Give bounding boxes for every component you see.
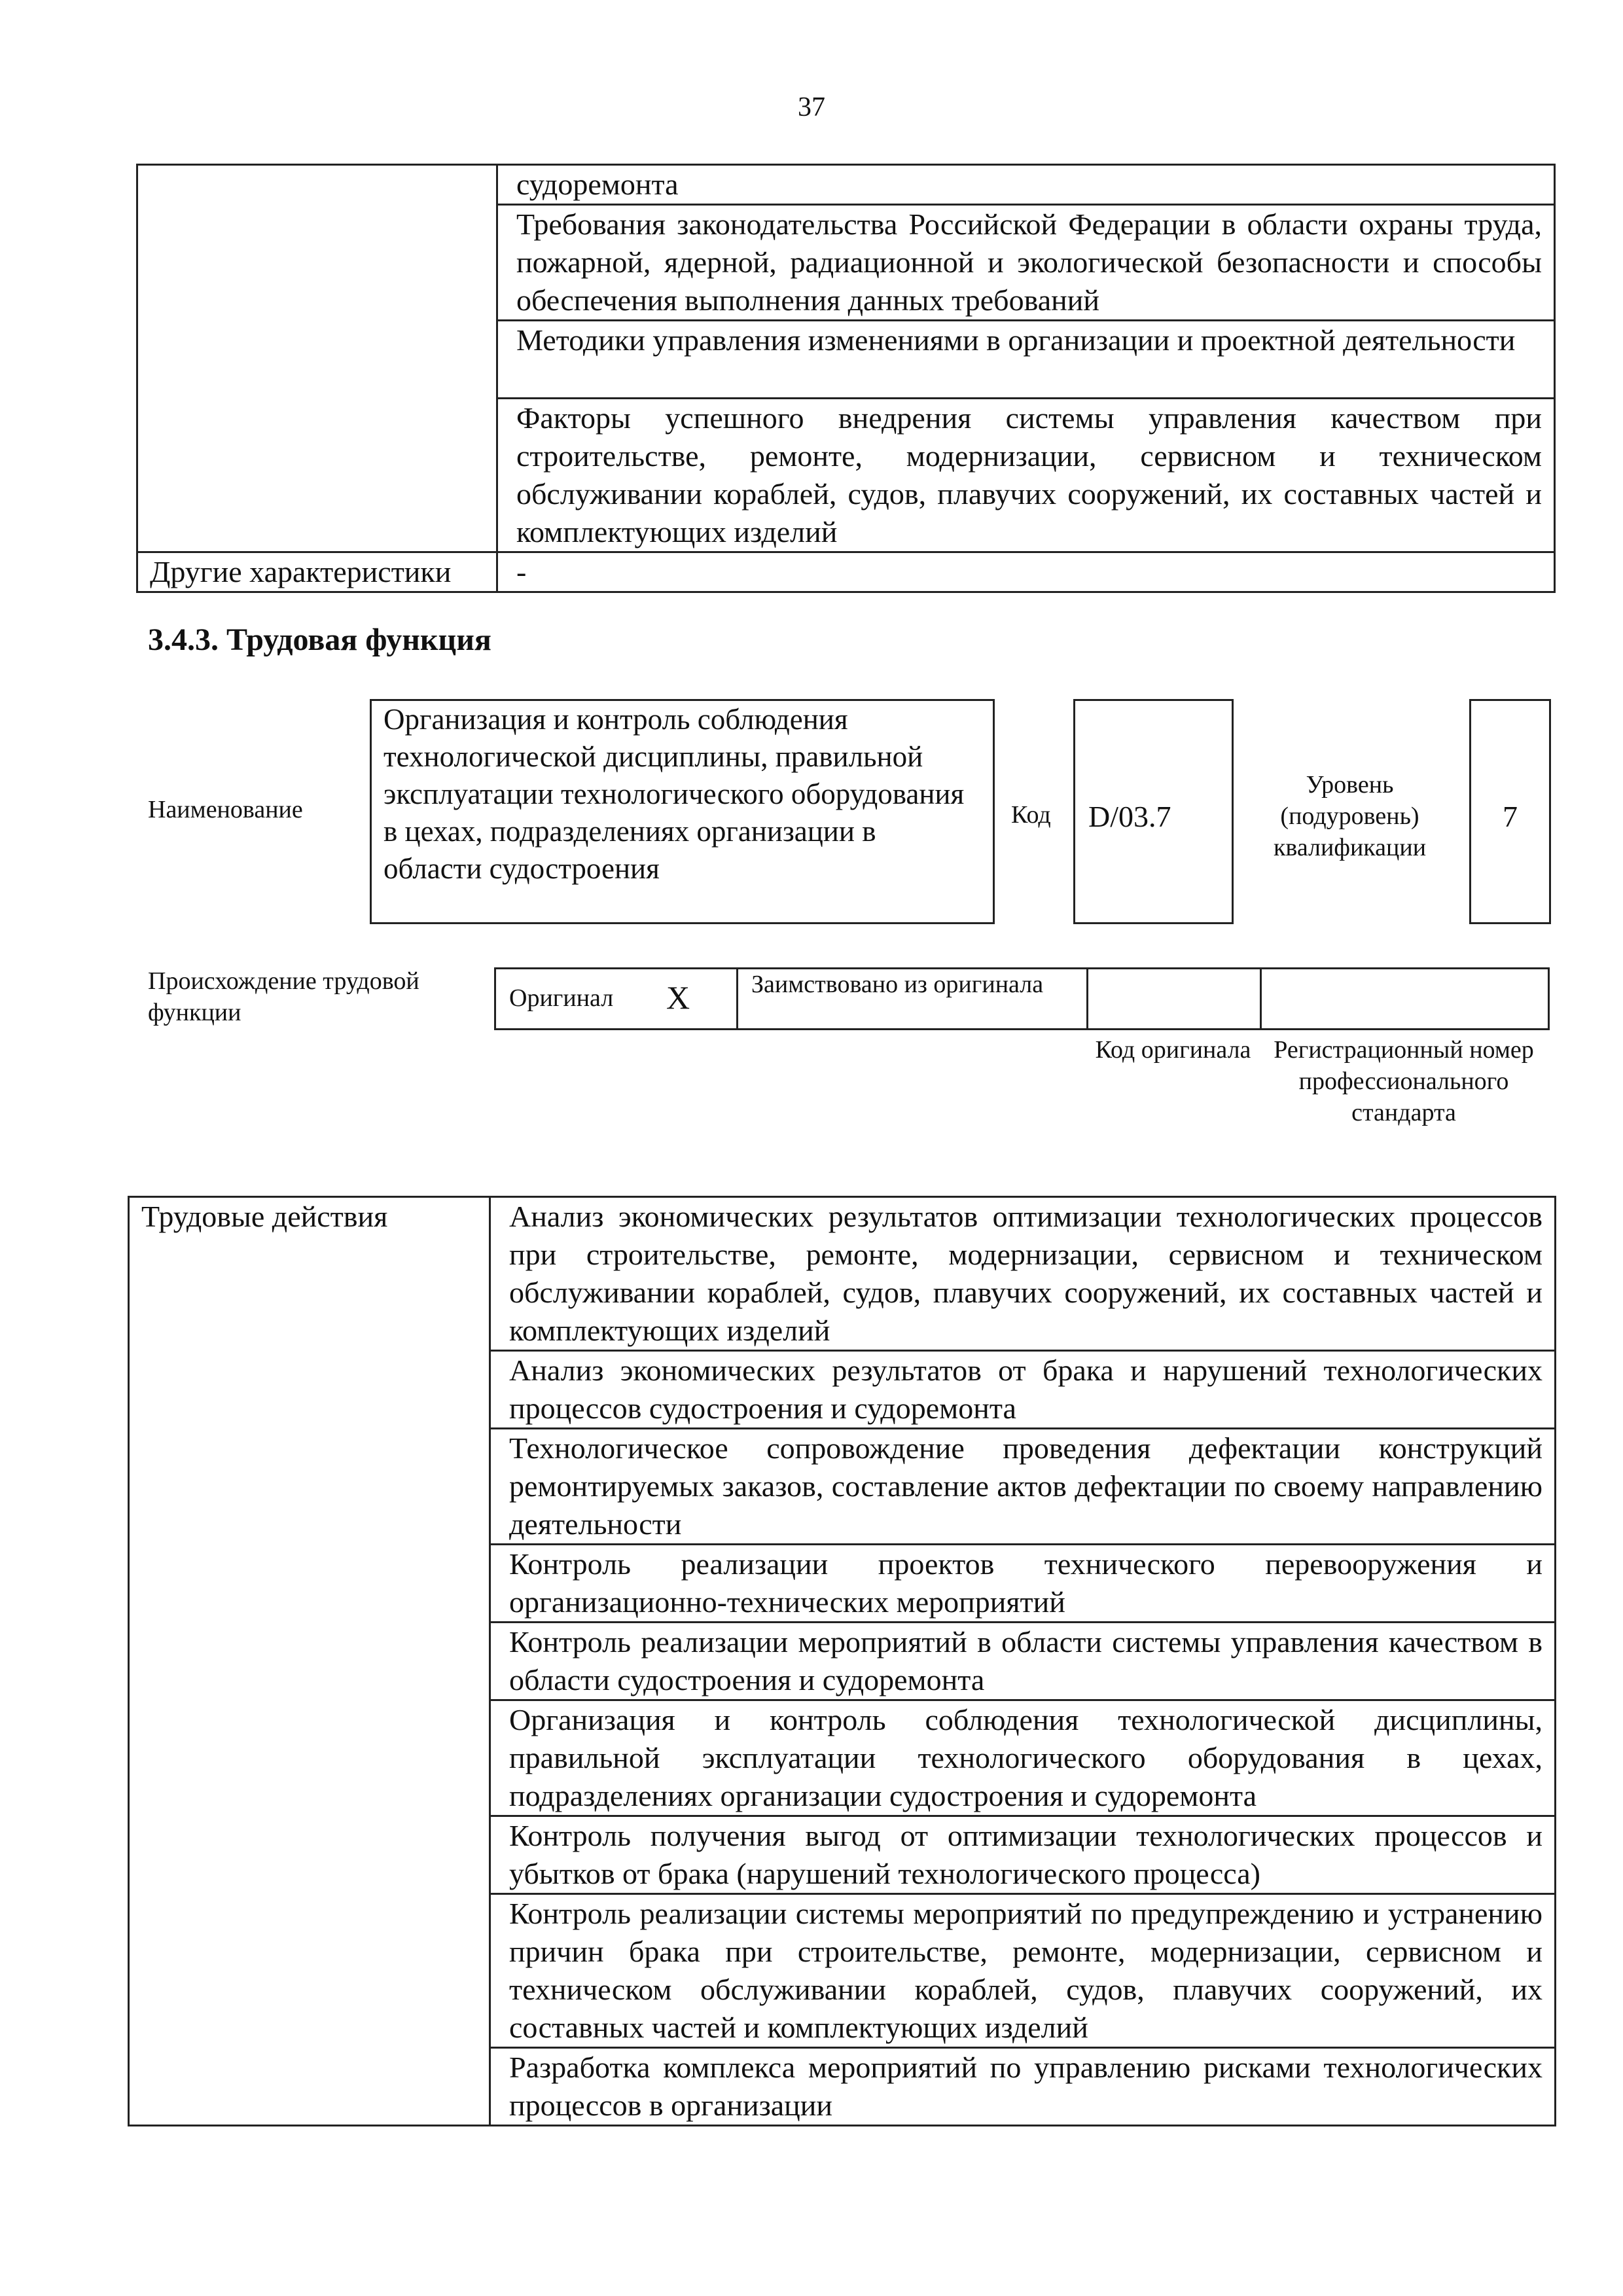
other-characteristics-value: - [497,552,1555,592]
table-cell: Контроль получения выгод от оптимизации технологических процессов и убытков от брака (нарушений технологического процесса) [490,1816,1556,1894]
level-box: 7 [1469,699,1551,924]
table-cell: Организация и контроль соблюдения технологической дисциплины, правильной эксплуатации технологического оборудования в цехах, подразделениях организации судостроения и судоремонта [490,1700,1556,1816]
table-cell: Контроль реализации мероприятий в области системы управления качеством в области судостроения и судоремонта [490,1623,1556,1700]
table-cell: Технологическое сопровождение проведения дефектации конструкций ремонтируемых заказов, составление актов дефектации по своему направлению деятельности [490,1429,1556,1545]
original-label: Оригинал [509,984,614,1012]
origin-label: Происхождение трудовой функции [148,967,419,1026]
table-cell: Разработка комплекса мероприятий по управлению рисками технологических процессов в организации [490,2048,1556,2126]
code-box: D/03.7 [1073,699,1234,924]
table-row [137,165,1555,205]
original-cell [495,969,738,1030]
original-code-cell [1088,969,1261,1030]
code-label: Код [1011,801,1051,829]
table-cell: Факторы успешного внедрения системы управления качеством при строительстве, ремонте, модернизации, сервисном и техническом обслуживании кораблей, судов, плавучих сооружений, их составных частей и комплектующих изделий [497,399,1555,552]
origin-table [494,967,1550,1030]
table-row [129,1197,1556,1351]
continuation-table [136,164,1556,593]
code-caption: Код оригинала [1095,1036,1251,1064]
table-cell: Методики управления изменениями в организации и проектной деятельности [497,321,1555,399]
registration-caption: Регистрационный номер профессионального стандарта [1274,1036,1534,1126]
table-cell: Контроль реализации системы мероприятий по предупреждению и устранению причин брака при строительстве, ремонте, модернизации, сервисном и техническом обслуживании кораблей, судов, плавучих сооружений, их составных частей и комплектующих изделий [490,1894,1556,2048]
table-cell: судоремонта [497,165,1555,205]
table-cell: Требования законодательства Российской Федерации в области охраны труда, пожарной, ядерной, радиационной и экологической безопасности и способы обеспечения выполнения данных требований [497,205,1555,321]
labor-actions-label: Трудовые действия [129,1197,490,2126]
function-name-box: Организация и контроль соблюдения технологической дисциплины, правильной эксплуатации технологического оборудования в цехах, подразделениях организации в области судостроения [370,699,995,924]
name-label: Наименование [148,796,303,823]
table-row [495,969,1549,1030]
table-cell: Контроль реализации проектов технического перевооружения и организационно-технических мероприятий [490,1545,1556,1623]
table-row [137,552,1555,592]
registration-number-cell [1261,969,1549,1030]
section-heading: 3.4.3. Трудовая функция [148,622,491,657]
table-cell: Анализ экономических результатов оптимизации технологических процессов при строительстве, ремонте, модернизации, сервисном и техническом обслуживании кораблей, судов, плавучих сооружений, их составных частей и комплектующих изделий [490,1197,1556,1351]
table-cell: Анализ экономических результатов от брака и нарушений технологических процессов судостроения и судоремонта [490,1351,1556,1429]
original-mark: X [666,979,690,1016]
page-number: 37 [798,92,825,122]
level-label: Уровень (подуровень) квалификации [1273,771,1427,861]
other-characteristics-label: Другие характеристики [137,552,497,592]
empty-label-cell [137,165,497,552]
borrowed-label: Заимствовано из оригинала [738,969,1088,1030]
labor-actions-table [128,1196,1556,2126]
